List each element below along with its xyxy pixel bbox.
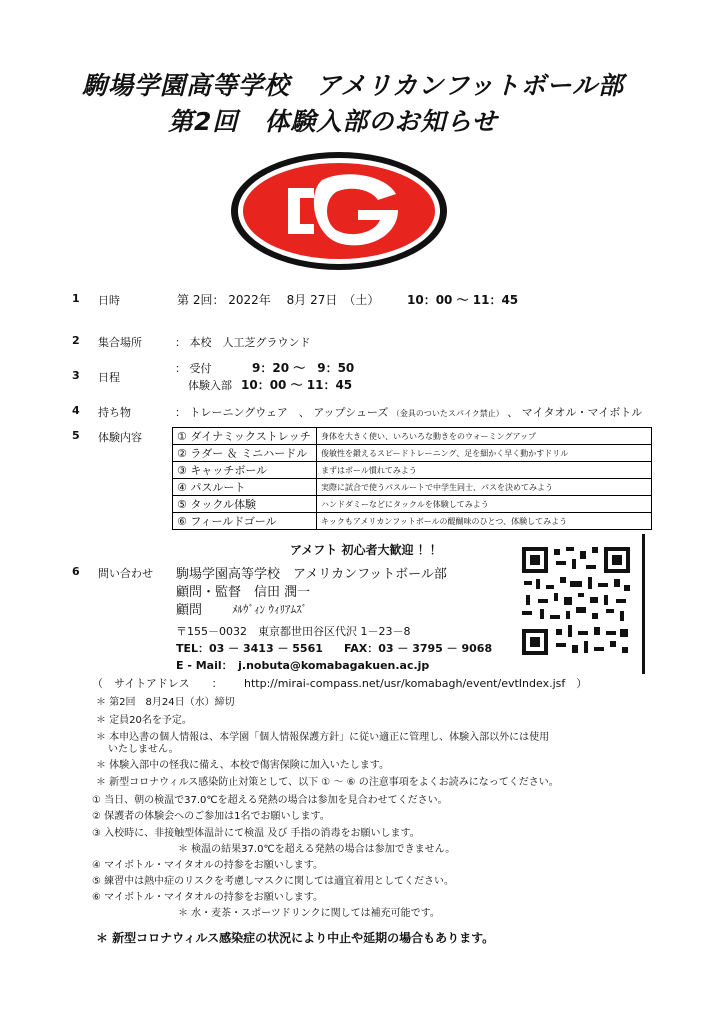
footer-note: ＊ 新型コロナウィルス感染症の状況により中止や延期の場合もあります。 xyxy=(96,931,495,945)
note-1: ＊ 第2回 8月24日（水）締切 xyxy=(96,697,235,708)
section-4-number: 4 xyxy=(72,404,80,417)
note-3-cont: いたしません。 xyxy=(108,744,179,755)
contact-org: 駒場学園高等学校 アメリカンフットボール部 xyxy=(176,567,447,582)
section-1-number: 1 xyxy=(72,292,80,305)
activity-name: ③ キャッチボール xyxy=(173,462,317,479)
page-subtitle: 第2回 体験入部のお知らせ xyxy=(168,107,498,136)
activities-table xyxy=(172,427,652,530)
activity-desc: 俊敏性を鍛えるスピードトレーニング、足を細かく早く動かすドリル xyxy=(317,445,652,462)
note-3: ＊ 本申込書の個人情報は、本学園「個人情報保護方針」に従い適正に管理し、体験入部以外には使用 xyxy=(96,732,550,743)
activity-desc: 実際に試合で使うパスルートで中学生同士、パスを決めてみよう xyxy=(317,479,652,496)
section-6-number: 6 xyxy=(72,565,80,578)
activity-name: ① ダイナミックストレッチ xyxy=(173,428,317,445)
contact-email[interactable]: E - Mail： j.nobuta@komabagakuen.ac.jp xyxy=(176,659,430,672)
note-4: ＊ 体験入部中の怪我に備え、本校で傷害保険に加入いたします。 xyxy=(96,760,389,771)
schedule-reception-time: 9：20 ～ 9：50 xyxy=(252,361,355,375)
section-3-label: 日程 xyxy=(98,371,120,384)
contact-advisor-1: 顧問・監督 信田 潤一 xyxy=(176,585,311,600)
activity-name: ④ パスルート xyxy=(173,479,317,496)
section-5-label: 体験内容 xyxy=(98,431,142,444)
section-2-number: 2 xyxy=(72,334,80,347)
section-4-label: 持ち物 xyxy=(98,406,131,419)
belongings-extra: 、 マイタオル・マイボトル xyxy=(507,406,643,419)
note-5: ＊ 新型コロナウィルス感染防止対策として、以下 ① ～ ⑥ の注意事項をよくお読みになってください。 xyxy=(96,777,559,788)
event-date: 第 2回： 2022年 8月 27日 （土） xyxy=(177,293,380,307)
activity-desc: 身体を大きく使い、いろいろな動きをのウォーミングアップ xyxy=(317,428,652,445)
team-logo xyxy=(228,150,450,272)
schedule-trial-time: 10：00 ～ 11：45 xyxy=(241,378,353,392)
belongings-note: （金具のついたスパイク禁止） xyxy=(391,409,504,418)
table-row xyxy=(173,479,652,496)
divider xyxy=(642,534,645,674)
rule-6: ⑥ マイボトル・マイタオルの持参をお願いします。 xyxy=(92,892,323,903)
activity-desc: キックもアメリカンフットボールの醍醐味のひとつ、体験してみよう xyxy=(317,513,652,530)
rule-5: ⑤ 練習中は熱中症のリスクを考慮しマスクに関しては適宜着用としてください。 xyxy=(92,876,454,887)
table-row xyxy=(173,513,652,530)
section-6-label: 問い合わせ xyxy=(98,567,153,580)
site-url[interactable]: http://mirai-compass.net/usr/komabagh/event/evtIndex.jsf ） xyxy=(244,677,588,690)
activity-desc: まずはボール慣れてみよう xyxy=(317,462,652,479)
rule-6-note: ＊ 水・麦茶・スポーツドリンクに関しては補充可能です。 xyxy=(178,908,440,919)
schedule-trial-label: 体験入部 xyxy=(188,379,232,392)
contact-advisor-2-role: 顧問 xyxy=(176,603,203,618)
activity-name: ② ラダー ＆ ミニハードル xyxy=(173,445,317,462)
rule-1: ① 当日、朝の検温で37.0℃を超える発熱の場合は参加を見合わせてください。 xyxy=(92,795,448,806)
section-1-label: 日時 xyxy=(98,294,120,307)
contact-advisor-2-name: ﾒﾙｳﾞｨﾝ ｳｨﾘｱﾑｽﾞ xyxy=(232,603,307,616)
meeting-place: ： 本校 人工芝グラウンド xyxy=(175,336,311,349)
belongings xyxy=(175,404,642,420)
welcome-banner: アメフト 初心者大歓迎 ！！ xyxy=(290,543,442,557)
section-2-label: 集合場所 xyxy=(98,336,142,349)
note-2: ＊ 定員20名を予定。 xyxy=(96,715,192,726)
activity-desc: ハンドダミーなどにタックルを体験してみよう xyxy=(317,496,652,513)
activity-name: ⑤ タックル体験 xyxy=(173,496,317,513)
belongings-main: ： トレーニングウェア 、 アップシューズ xyxy=(175,406,389,419)
rule-4: ④ マイボトル・マイタオルの持参をお願いします。 xyxy=(92,860,323,871)
section-5-number: 5 xyxy=(72,429,80,442)
site-label: （ サイトアドレス ： xyxy=(92,677,223,690)
contact-address: 〒155－0032 東京都世田谷区代沢 1－23－8 xyxy=(176,625,411,638)
contact-tel: TEL：03 － 3413 － 5561 xyxy=(176,642,323,655)
table-row xyxy=(173,445,652,462)
section-3-number: 3 xyxy=(72,369,80,382)
rule-3-note: ＊ 検温の結果37.0℃を超える発熱の場合は参加できません。 xyxy=(178,844,456,855)
contact-fax: FAX：03 － 3795 － 9068 xyxy=(344,642,493,655)
rule-3: ③ 入校時に、非接触型体温計にて検温 及び 手指の消毒をお願いします。 xyxy=(92,828,420,839)
event-time: 10：00 ～ 11：45 xyxy=(407,293,519,307)
activity-name: ⑥ フィールドゴール xyxy=(173,513,317,530)
schedule-reception-label: ： 受付 xyxy=(175,362,212,375)
table-row xyxy=(173,496,652,513)
rule-2: ② 保護者の体験会へのご参加は1名でお願いします。 xyxy=(92,811,330,822)
qr-code xyxy=(520,545,632,657)
page-title: 駒場学園高等学校 アメリカンフットボール部 xyxy=(82,71,625,100)
table-row xyxy=(173,428,652,445)
table-row xyxy=(173,462,652,479)
